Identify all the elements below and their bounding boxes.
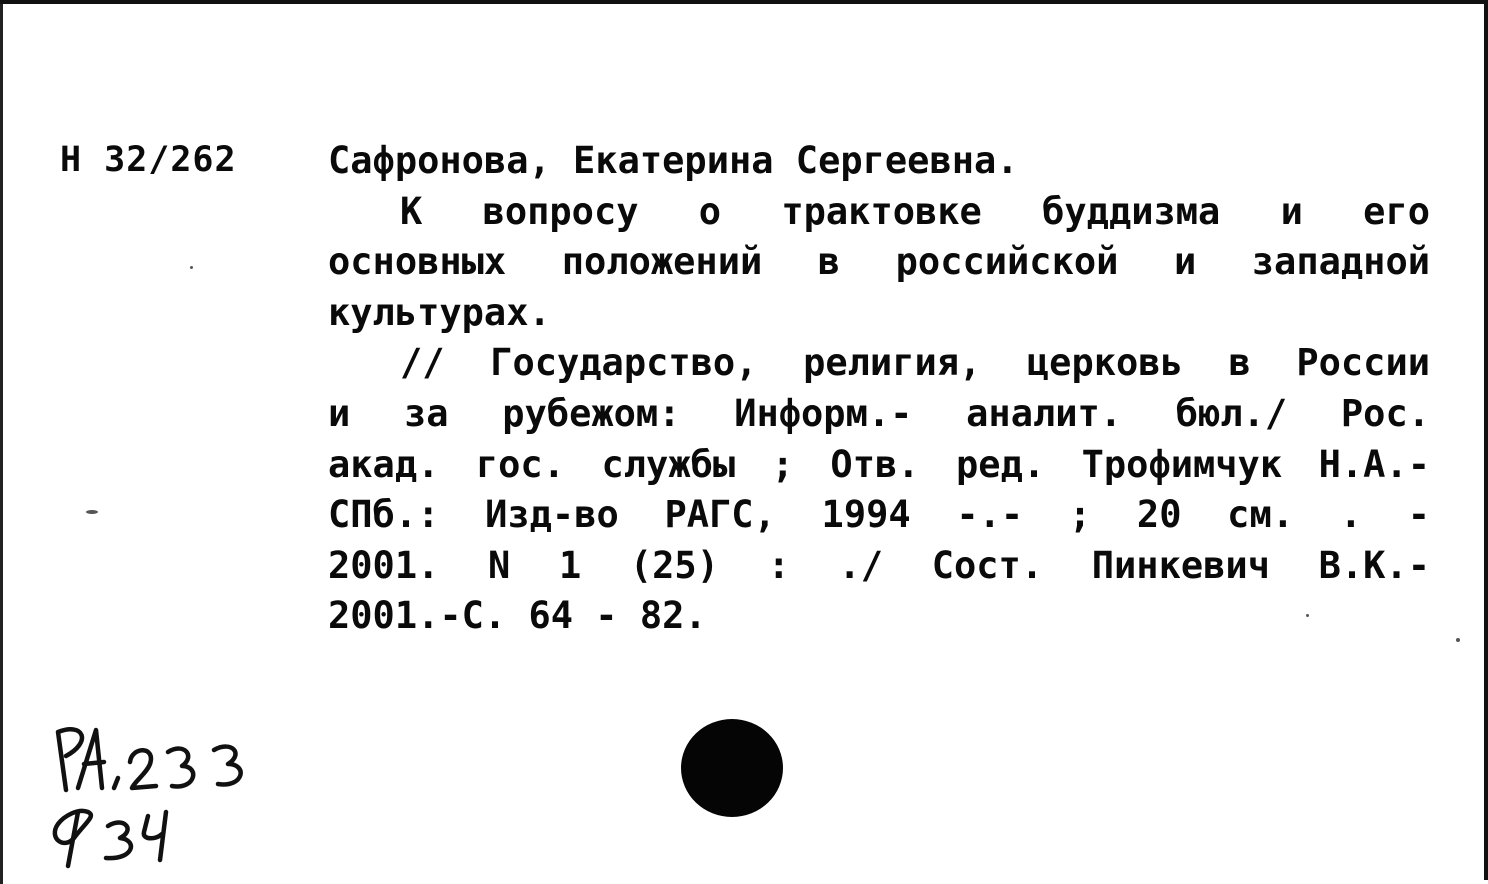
source-line: 2001. N 1 (25) : ./ Сост. Пинкевич В.К.- (328, 543, 1430, 587)
source-line: СПб.: Изд-во РАГС, 1994 -.- ; 20 см. . - (328, 493, 1430, 537)
bibliographic-entry (328, 136, 1430, 642)
source-line: акад. гос. службы ; Отв. ред. Трофимчук Н.А.- (328, 442, 1430, 486)
shelfmark: Н 32/262 (60, 140, 237, 180)
scan-speck (86, 510, 98, 514)
punch-hole (681, 719, 783, 817)
scan-speck (1456, 638, 1460, 642)
source-line: 2001.-С. 64 - 82. (328, 594, 707, 638)
author-heading: Сафронова, Екатерина Сергеевна. (328, 139, 1019, 182)
title-line: культурах. (328, 290, 551, 334)
handwritten-call-number (44, 720, 274, 870)
source-line: и за рубежом: Информ.- аналит. бюл./ Рос. (328, 391, 1430, 435)
source-line: // Государство, религия, церковь в России (400, 341, 1430, 385)
scan-speck (190, 266, 193, 269)
title-line: основных положений в российской и западной (328, 240, 1430, 284)
title-line: К вопросу о трактовке буддизма и его (400, 189, 1430, 233)
scan-speck (1306, 614, 1309, 617)
